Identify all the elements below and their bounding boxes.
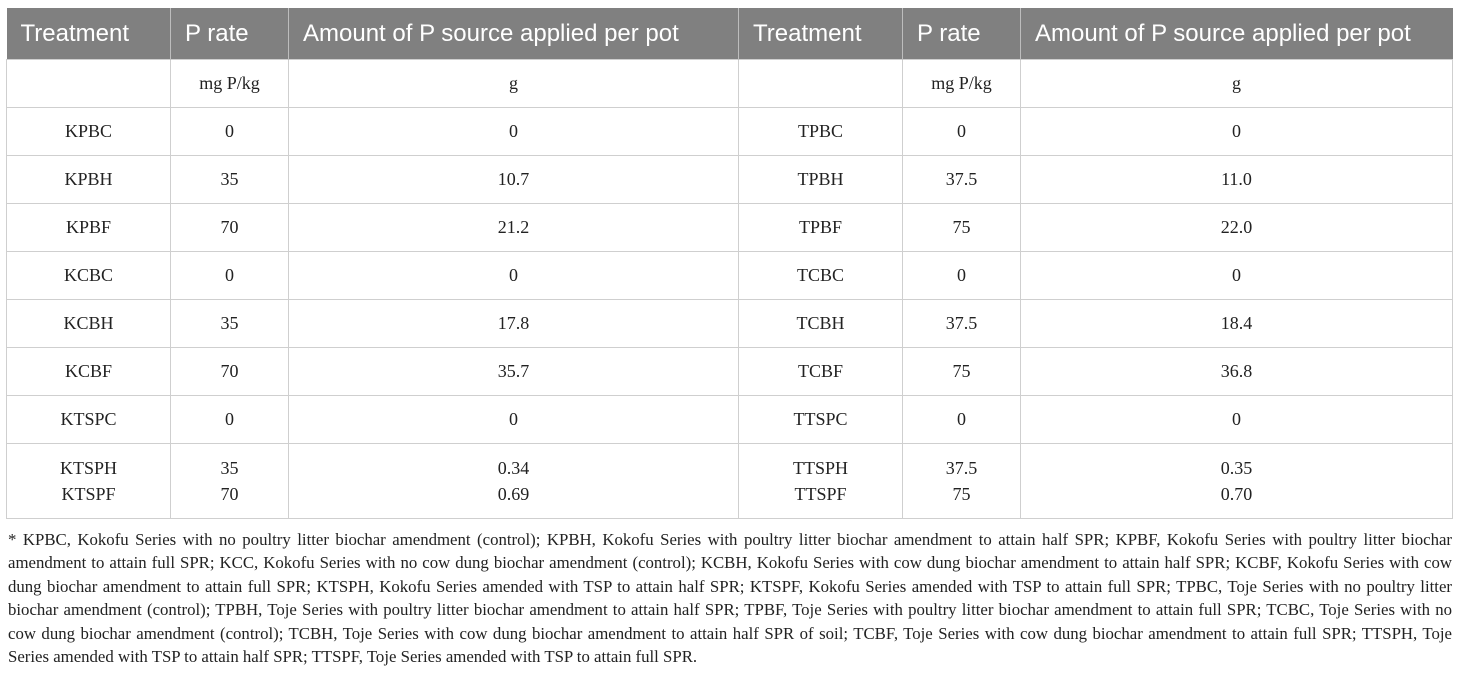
- table-cell: 35: [171, 300, 289, 348]
- table-cell: 21.2: [289, 204, 739, 252]
- table-row: [7, 156, 1453, 204]
- table-cell: 70: [171, 204, 289, 252]
- header-treatment-1: Treatment: [7, 8, 171, 60]
- table-cell: 0: [289, 396, 739, 444]
- cell-line: 37.5: [945, 458, 978, 478]
- table-cell: 0: [903, 252, 1021, 300]
- table-row: [7, 300, 1453, 348]
- unit-cell: [7, 60, 171, 108]
- table-cell: KCBH: [7, 300, 171, 348]
- table-cell: 18.4: [1021, 300, 1453, 348]
- table-cell: 0: [1021, 108, 1453, 156]
- table-cell: KPBH: [7, 156, 171, 204]
- cell-line: TTSPH: [792, 458, 848, 478]
- table-cell: 0: [903, 396, 1021, 444]
- table-cell: [171, 444, 289, 519]
- table-cell: 37.5: [903, 156, 1021, 204]
- cell-line: 70: [220, 484, 239, 504]
- table-cell: TPBF: [739, 204, 903, 252]
- table-cell: 0: [1021, 252, 1453, 300]
- table-cell: [739, 444, 903, 519]
- table-row: [7, 348, 1453, 396]
- table-cell: 0: [289, 108, 739, 156]
- table-cell: 17.8: [289, 300, 739, 348]
- table-footnote: * KPBC, Kokofu Series with no poultry litter biochar amendment (control); KPBH, Kokofu Series with poultry litter biochar amendment to attain half SPR; KPBF, Kokofu Series with poultry litter biochar amendment to attain full SPR; KCC, Kokofu Series with no cow dung biochar amendment (control); KCBH, Kokofu Series with cow dung biochar amendment to attain half SPR; KCBF, Kokofu Series with cow dung biochar amendment to attain full SPR; KTSPH, Kokofu Series amended with TSP to attain half SPR; KTSPF, Kokofu Series amended with TSP to attain full SPR; TPBC, Toje Series with no poultry litter biochar amendment (control); TPBH, Toje Series with poultry litter biochar amendment to attain half SPR; TPBF, Toje Series with poultry litter biochar amendment to attain full SPR; TCBC, Toje Series with no cow dung biochar amendment (control); TCBH, Toje Series with cow dung biochar amendment to attain half SPR of soil; TCBF, Toje Series with cow dung biochar amendment to attain full SPR; TTSPH, Toje Series amended with TSP to attain half SPR; TTSPF, Toje Series amended with TSP to attain full SPR.: [8, 530, 1452, 667]
- table-cell: TCBH: [739, 300, 903, 348]
- table-row: [7, 444, 1453, 519]
- unit-cell: [739, 60, 903, 108]
- table-cell: 35: [171, 156, 289, 204]
- table-cell: 37.5: [903, 300, 1021, 348]
- table-cell: KPBF: [7, 204, 171, 252]
- table-cell: KCBC: [7, 252, 171, 300]
- table-cell: [289, 444, 739, 519]
- unit-cell: mg P/kg: [903, 60, 1021, 108]
- cell-line: KTSPF: [61, 484, 116, 504]
- cell-line: KTSPH: [59, 458, 117, 478]
- cell-line: 0.69: [497, 484, 530, 504]
- table-cell: [903, 444, 1021, 519]
- table-cell: 0: [903, 108, 1021, 156]
- cell-line: 0.35: [1220, 458, 1253, 478]
- table-cell: 0: [171, 108, 289, 156]
- table-cell: [1021, 444, 1453, 519]
- table-cell: 0: [1021, 396, 1453, 444]
- table-cell: KTSPC: [7, 396, 171, 444]
- table-cell: 0: [171, 396, 289, 444]
- table-cell: TCBF: [739, 348, 903, 396]
- table-cell: KCBF: [7, 348, 171, 396]
- treatment-table: [6, 8, 1453, 519]
- units-row: [7, 60, 1453, 108]
- header-treatment-2: Treatment: [739, 8, 903, 60]
- table-cell: [7, 444, 171, 519]
- table-row: [7, 204, 1453, 252]
- table-cell: TPBH: [739, 156, 903, 204]
- table-cell: TTSPC: [739, 396, 903, 444]
- table-cell: TCBC: [739, 252, 903, 300]
- table-cell: KPBC: [7, 108, 171, 156]
- table-cell: 0: [171, 252, 289, 300]
- table-cell: 22.0: [1021, 204, 1453, 252]
- header-row: [7, 8, 1453, 60]
- unit-cell: g: [289, 60, 739, 108]
- cell-line: 0.70: [1220, 484, 1253, 504]
- header-amount-1: Amount of P source applied per pot: [289, 8, 739, 60]
- header-p-rate-2: P rate: [903, 8, 1021, 60]
- cell-line: 75: [952, 484, 971, 504]
- table-row: [7, 108, 1453, 156]
- table-cell: 11.0: [1021, 156, 1453, 204]
- header-p-rate-1: P rate: [171, 8, 289, 60]
- cell-line: 35: [220, 458, 239, 478]
- table-cell: 70: [171, 348, 289, 396]
- cell-line: 0.34: [497, 458, 530, 478]
- table-cell: 35.7: [289, 348, 739, 396]
- table-cell: 0: [289, 252, 739, 300]
- table-cell: 75: [903, 204, 1021, 252]
- unit-cell: g: [1021, 60, 1453, 108]
- table-row: [7, 252, 1453, 300]
- table-cell: TPBC: [739, 108, 903, 156]
- table-container: [6, 8, 1452, 519]
- table-cell: 10.7: [289, 156, 739, 204]
- unit-cell: mg P/kg: [171, 60, 289, 108]
- header-amount-2: Amount of P source applied per pot: [1021, 8, 1453, 60]
- table-cell: 75: [903, 348, 1021, 396]
- cell-line: TTSPF: [794, 484, 847, 504]
- table-cell: 36.8: [1021, 348, 1453, 396]
- table-row: [7, 396, 1453, 444]
